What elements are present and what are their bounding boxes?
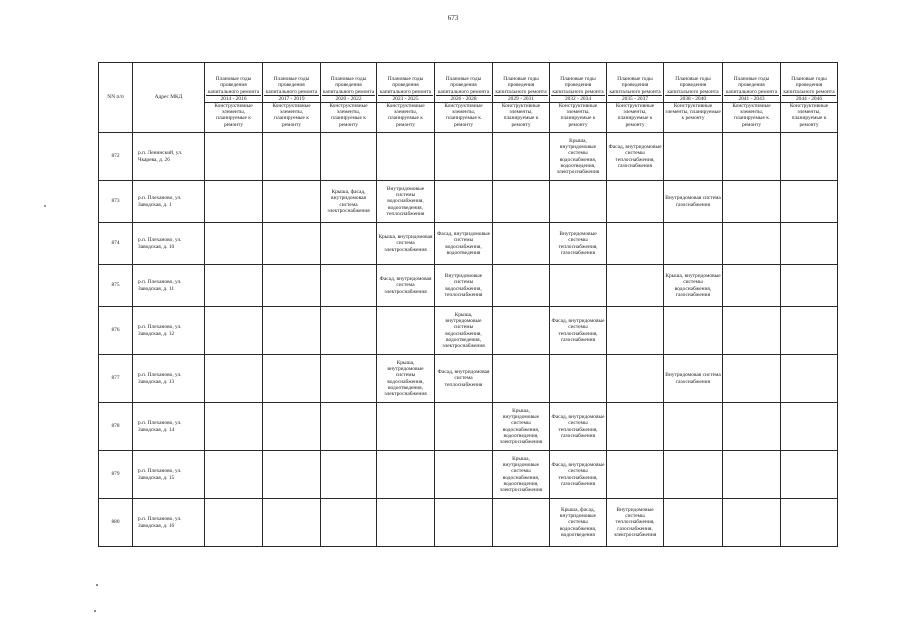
repair-cell: [781, 355, 838, 403]
repair-cell: Фасад, внутридомовые системы водоснабжения, водоотведения: [435, 223, 493, 265]
repair-cell: [377, 307, 435, 355]
period-title: Плановые годы проведения капитального ремонта: [725, 76, 778, 95]
table-row: [99, 403, 838, 451]
repair-cell: [781, 133, 838, 181]
repair-cell: [321, 355, 377, 403]
period-years: 2026 - 2028: [450, 95, 477, 102]
repair-cell: [263, 355, 321, 403]
repair-cell: [377, 499, 435, 547]
repair-cell: [493, 307, 550, 355]
repair-cell: [205, 133, 263, 181]
repair-cell: [435, 133, 493, 181]
period-subheader: Конструктивные элементы, планируемые к ремонту: [205, 103, 263, 133]
repair-cell: [493, 223, 550, 265]
repair-cell: Фасад, внутридомовые системы теплоснабжения, газоснабжения: [550, 403, 607, 451]
repair-cell: Внутридомовые системы водоснабжения, водоотведения, теплоснабжения: [377, 181, 435, 223]
row-number: 876: [99, 307, 133, 355]
table-row: [99, 355, 838, 403]
repair-cell: [321, 403, 377, 451]
period-subheader: Конструктивные элементы, планируемые к ремонту: [263, 103, 321, 133]
repair-cell: [435, 403, 493, 451]
repair-cell: [607, 265, 664, 307]
period-title: Плановые годы проведения капитального ремонта: [665, 76, 721, 96]
repair-cell: [321, 451, 377, 499]
repair-cell: [607, 181, 664, 223]
row-address: р.п. Плеханово, ул. Заводская, д. 12: [133, 307, 205, 355]
table-row: [99, 265, 838, 307]
header-row: [99, 63, 838, 103]
period-subheader: Конструктивные элементы, планируемые к ремонту: [321, 103, 377, 133]
row-number: 877: [99, 355, 133, 403]
row-number: 872: [99, 133, 133, 181]
row-address: р.п. Плеханово, ул. Заводская, д. 13: [133, 355, 205, 403]
repair-cell: [205, 403, 263, 451]
capital-repair-table: [98, 62, 838, 547]
repair-cell: [321, 307, 377, 355]
page-number: 673: [447, 14, 459, 22]
period-header: [205, 63, 263, 103]
repair-cell: [781, 499, 838, 547]
period-subheader: Конструктивные элементы, планируемые к ремонту: [607, 103, 664, 133]
period-title: Плановые годы проведения капитального ремонта: [437, 76, 490, 95]
repair-cell: [493, 133, 550, 181]
address-header: Адрес МКД: [133, 63, 205, 133]
row-number: 875: [99, 265, 133, 307]
repair-cell: [664, 223, 723, 265]
repair-cell: [781, 451, 838, 499]
period-years: 2014 - 2016: [220, 95, 247, 102]
period-years: 2020 - 2022: [335, 95, 362, 102]
repair-cell: [205, 265, 263, 307]
repair-cell: Фасад, внутридомовые системы теплоснабжения, газоснабжения: [550, 307, 607, 355]
table-row: [99, 133, 838, 181]
repair-cell: [377, 133, 435, 181]
repair-cell: Фасад, внутридомовые системы теплоснабжения, газоснабжения: [550, 451, 607, 499]
row-address: р.п. Плеханово, ул. Заводская, д. 16: [133, 499, 205, 547]
num-header: NN п/п: [99, 63, 133, 133]
period-header: [781, 63, 838, 103]
repair-cell: [723, 181, 781, 223]
period-header: [550, 63, 607, 103]
repair-cell: [205, 355, 263, 403]
repair-cell: Крыша, фасад, внутридомовая система электроснабжения: [321, 181, 377, 223]
repair-cell: [723, 307, 781, 355]
scan-speck: [44, 205, 46, 207]
repair-cell: [205, 223, 263, 265]
repair-cell: [377, 403, 435, 451]
period-title: Плановые годы проведения капитального ремонта: [552, 76, 604, 95]
repair-cell: [723, 133, 781, 181]
repair-cell: [263, 403, 321, 451]
period-subheader: Конструктивные элементы, планируемые к ремонту: [435, 103, 493, 133]
row-address: р.п. Плеханово, ул. Заводская, д. 11: [133, 265, 205, 307]
period-years: 2044 - 2046: [795, 95, 823, 102]
repair-cell: Внутридомовая система газоснабжения: [664, 355, 723, 403]
repair-cell: [723, 355, 781, 403]
period-header: [493, 63, 550, 103]
repair-cell: [664, 499, 723, 547]
repair-cell: [664, 307, 723, 355]
repair-cell: [607, 403, 664, 451]
period-subheader: Конструктивные элементы, планируемые к ремонту: [723, 103, 781, 133]
table-row: [99, 223, 838, 265]
repair-cell: [664, 403, 723, 451]
repair-cell: Крыша, внутридомовая система электроснабжения: [377, 223, 435, 265]
repair-cell: Крыша, фасад, внутридомовые системы водоснабжения, водоотведения: [550, 499, 607, 547]
repair-cell: [607, 223, 664, 265]
repair-cell: [435, 451, 493, 499]
repair-cell: [321, 499, 377, 547]
repair-cell: [263, 223, 321, 265]
row-address: р.п. Плеханово, ул. Заводская, д. 10: [133, 223, 205, 265]
period-years: 2035 - 2037: [621, 95, 649, 102]
period-subheader: Конструктивные элементы, планируемые к ремонту: [781, 103, 838, 133]
repair-cell: [493, 181, 550, 223]
scan-speck: [96, 584, 98, 586]
scan-speck: [94, 610, 96, 612]
repair-cell: Крыша, внутридомовые системы водоснабжения, газоснабжения: [664, 265, 723, 307]
repair-cell: [205, 499, 263, 547]
repair-cell: [607, 307, 664, 355]
repair-cell: [321, 133, 377, 181]
row-address: р.п. Ленинский, ул. Чкарева, д. 26: [133, 133, 205, 181]
period-title: Плановые годы проведения капитального ремонта: [495, 76, 547, 95]
repair-cell: Внутридомовые системы водоснабжения, теплоснабжения: [435, 265, 493, 307]
period-title: Плановые годы проведения капитального ремонта: [265, 76, 318, 95]
repair-cell: [550, 181, 607, 223]
repair-cell: [263, 307, 321, 355]
repair-cell: [723, 403, 781, 451]
row-number: 873: [99, 181, 133, 223]
repair-cell: Крыша, внутридомовые системы водоснабжения, водоотведения, электроснабжения: [493, 403, 550, 451]
repair-cell: [723, 451, 781, 499]
repair-cell: [781, 265, 838, 307]
period-header: [263, 63, 321, 103]
repair-cell: [781, 403, 838, 451]
repair-cell: [205, 451, 263, 499]
repair-cell: [723, 223, 781, 265]
repair-cell: [607, 355, 664, 403]
row-address: р.п. Плеханово, ул. Заводская, д. 1: [133, 181, 205, 223]
repair-cell: Внутридомовая система газоснабжения: [664, 181, 723, 223]
repair-cell: [263, 265, 321, 307]
repair-cell: Крыша, внутридомовые системы водоснабжения, водоотведения, электроснабжения: [377, 355, 435, 403]
repair-cell: [550, 265, 607, 307]
repair-cell: [723, 499, 781, 547]
period-header: [377, 63, 435, 103]
repair-cell: Фасад, внутридомовая система теплоснабжения: [435, 355, 493, 403]
repair-cell: [493, 265, 550, 307]
repair-cell: [781, 307, 838, 355]
period-title: Плановые годы проведения капитального ремонта: [379, 76, 432, 95]
repair-cell: [263, 181, 321, 223]
period-subheader: Конструктивные элементы, планируемые к ремонту: [664, 103, 723, 133]
period-header: [664, 63, 723, 103]
row-address: р.п. Плеханово, ул. Заводская, д. 15: [133, 451, 205, 499]
row-number: 878: [99, 403, 133, 451]
repair-cell: [781, 223, 838, 265]
row-address: р.п. Плеханово, ул. Заводская, д. 14: [133, 403, 205, 451]
period-years: 2041 - 2043: [738, 95, 765, 102]
table-row: [99, 451, 838, 499]
repair-cell: [377, 451, 435, 499]
period-subheader: Конструктивные элементы, планируемые к ремонту: [493, 103, 550, 133]
period-title: Плановые годы проведения капитального ремонта: [783, 76, 835, 95]
period-years: 2017 - 2019: [278, 95, 305, 102]
repair-cell: Фасад, внутридомовая система электроснабжения: [377, 265, 435, 307]
repair-cell: [435, 499, 493, 547]
repair-cell: [263, 451, 321, 499]
repair-cell: [263, 133, 321, 181]
repair-cell: [550, 355, 607, 403]
subheader-row: [99, 103, 838, 133]
repair-cell: [493, 355, 550, 403]
repair-cell: [263, 499, 321, 547]
period-title: Плановые годы проведения капитального ремонта: [609, 76, 661, 95]
repair-cell: [493, 499, 550, 547]
repair-cell: Внутридомовые системы теплоснабжения, газоснабжения, электроснабжения: [607, 499, 664, 547]
period-header: [723, 63, 781, 103]
table-row: [99, 499, 838, 547]
table-row: [99, 181, 838, 223]
row-number: 874: [99, 223, 133, 265]
table-row: [99, 307, 838, 355]
row-number: 879: [99, 451, 133, 499]
repair-cell: Крыша, внутридомовые системы водоснабжения, водоотведения, электроснабжения: [435, 307, 493, 355]
period-header: [607, 63, 664, 103]
repair-cell: Крыша, внутридомовые системы водоснабжения, водоотведения, электроснабжения: [550, 133, 607, 181]
repair-cell: [205, 181, 263, 223]
period-years: 2029 - 2031: [507, 95, 535, 102]
repair-cell: Крыша, внутридомовые системы водоснабжения, водоотведения, электроснабжения: [493, 451, 550, 499]
repair-cell: Внутридомовые системы теплоснабжения, газоснабжения: [550, 223, 607, 265]
period-years: 2038 - 2040: [679, 95, 707, 102]
row-number: 880: [99, 499, 133, 547]
period-subheader: Конструктивные элементы, планируемые к ремонту: [377, 103, 435, 133]
repair-cell: [321, 265, 377, 307]
repair-cell: [781, 181, 838, 223]
repair-cell: [321, 223, 377, 265]
repair-cell: [723, 265, 781, 307]
period-years: 2023 - 2025: [392, 95, 419, 102]
repair-cell: [607, 451, 664, 499]
repair-cell: [435, 181, 493, 223]
period-title: Плановые годы проведения капитального ремонта: [207, 76, 260, 95]
period-subheader: Конструктивные элементы, планируемые к ремонту: [550, 103, 607, 133]
repair-cell: [205, 307, 263, 355]
period-years: 2032 - 2034: [564, 95, 592, 102]
repair-cell: Фасад, внутридомовые системы теплоснабжения, газоснабжения: [607, 133, 664, 181]
period-header: [321, 63, 377, 103]
period-title: Плановые годы проведения капитального ремонта: [322, 76, 375, 95]
period-header: [435, 63, 493, 103]
repair-cell: [664, 451, 723, 499]
repair-cell: [664, 133, 723, 181]
